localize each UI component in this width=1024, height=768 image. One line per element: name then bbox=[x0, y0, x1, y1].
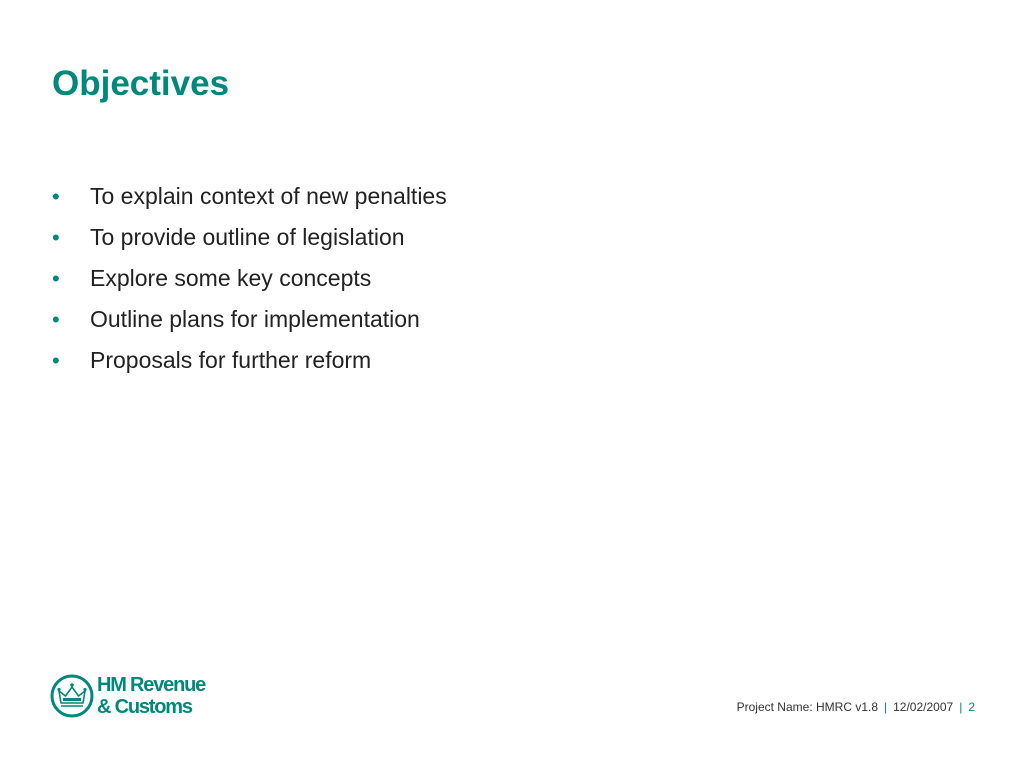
slide-title: Objectives bbox=[52, 64, 230, 103]
hmrc-logo bbox=[50, 674, 220, 720]
bullet-text: To explain context of new penalties bbox=[90, 183, 447, 209]
bullet-icon: • bbox=[52, 348, 60, 373]
slide-footer bbox=[737, 699, 975, 715]
footer-date: 12/02/2007 bbox=[893, 700, 954, 714]
footer-separator: | bbox=[884, 700, 888, 714]
logo-line-2: & Customs bbox=[97, 696, 192, 718]
bullet-icon: • bbox=[52, 266, 60, 291]
bullet-text: Outline plans for implementation bbox=[90, 306, 420, 332]
crown-emblem-icon bbox=[50, 674, 94, 718]
bullet-icon: • bbox=[52, 184, 60, 209]
footer-project-name: Project Name: HMRC v1.8 bbox=[736, 700, 878, 714]
bullet-text: To provide outline of legislation bbox=[90, 224, 405, 250]
logo-wordmark bbox=[97, 674, 205, 718]
footer-separator: | bbox=[959, 700, 963, 714]
bullet-text: Proposals for further reform bbox=[90, 347, 372, 373]
logo-line-1: HM Revenue bbox=[97, 674, 206, 696]
bullet-text: Explore some key concepts bbox=[90, 265, 372, 291]
bullet-icon: • bbox=[52, 225, 60, 250]
bullet-icon: • bbox=[52, 307, 60, 332]
footer-page-number: 2 bbox=[968, 700, 975, 714]
